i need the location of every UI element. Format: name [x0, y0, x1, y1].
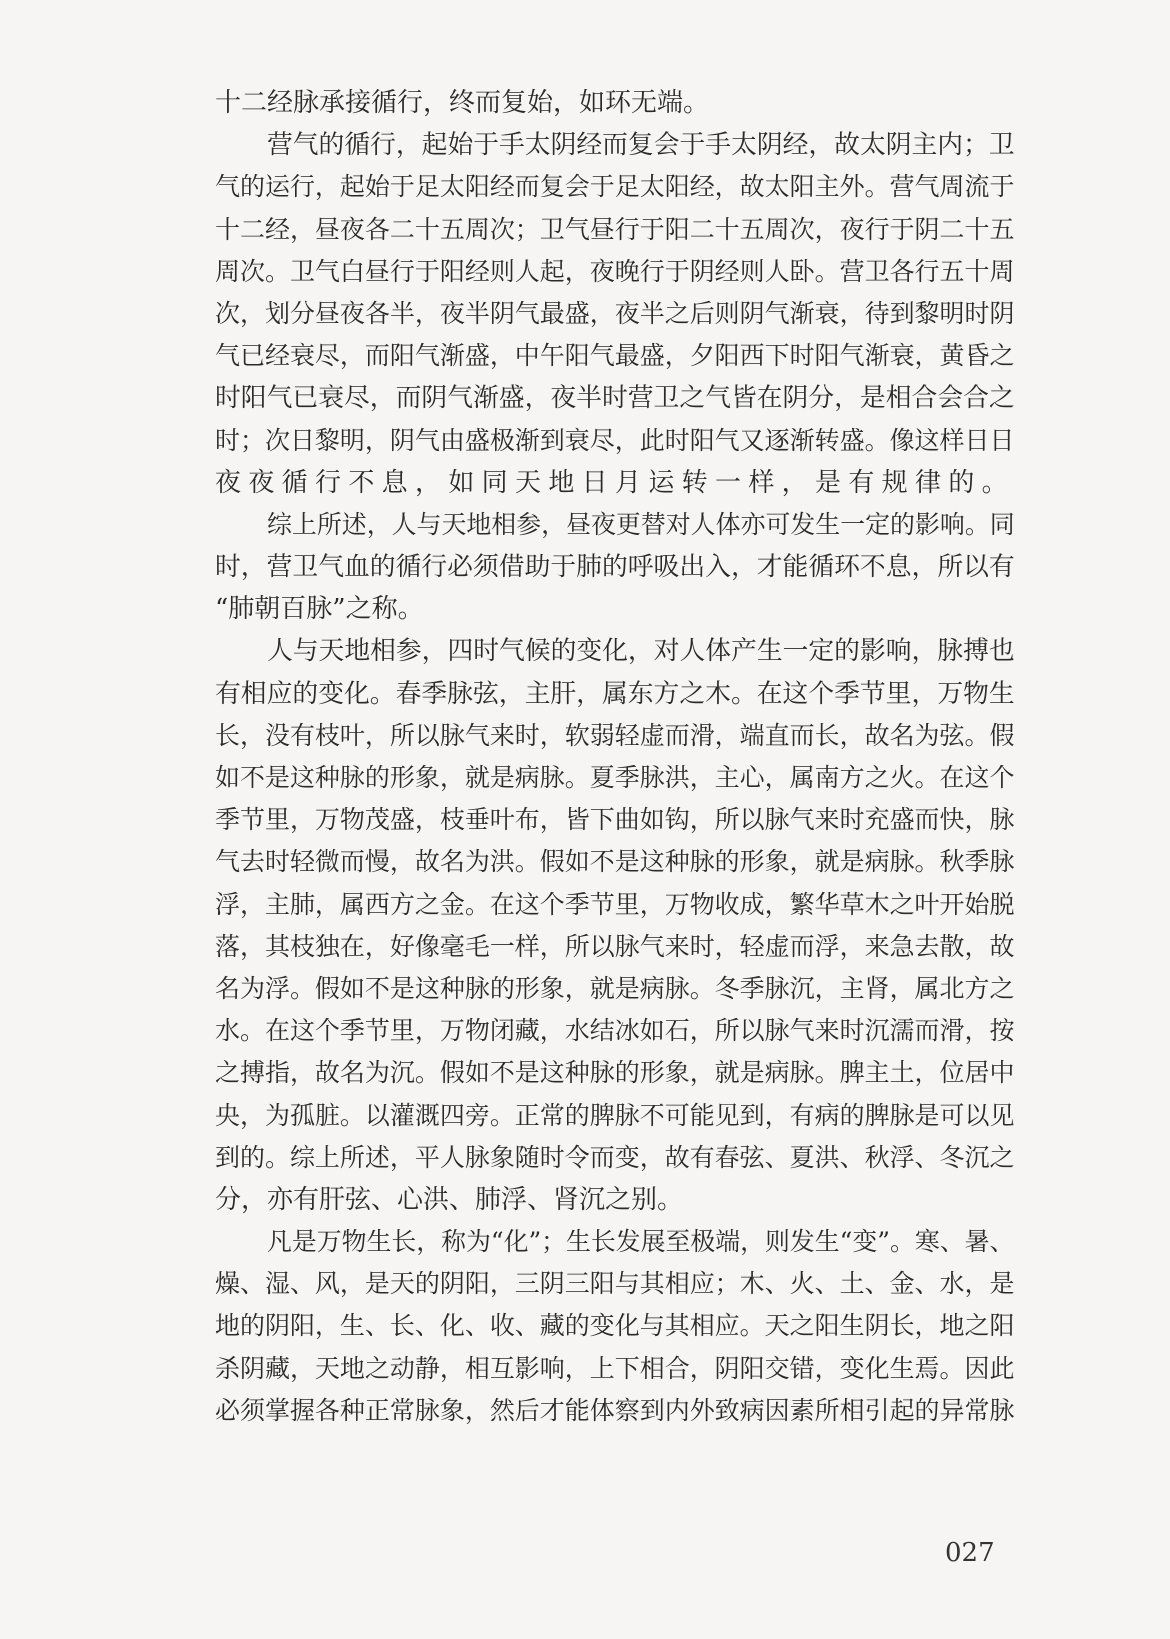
text-line: 地的阴阳，生、长、化、收、藏的变化与其相应。天之阳生阴长，地之阳 — [215, 1311, 1015, 1341]
text-line: 夜夜循行不息，如同天地日月运转一样，是有规律的。 — [215, 467, 1015, 498]
text-line: 水。在这个季节里，万物闭藏，水结冰如石，所以脉气来时沉濡而滑，按 — [215, 1016, 1015, 1046]
text-line: 气已经衰尽，而阳气渐盛，中午阳气最盛，夕阳西下时阳气渐衰，黄昏之 — [215, 341, 1015, 371]
text-line: 十二经脉承接循行，终而复始，如环无端。 — [215, 88, 710, 118]
text-line: 周次。卫气白昼行于阳经则人起，夜晚行于阴经则人卧。营卫各行五十周 — [215, 256, 1015, 286]
text-line: 有相应的变化。春季脉弦，主肝，属东方之木。在这个季节里，万物生 — [215, 678, 1015, 709]
text-line: 时，营卫气血的循行必须借助于肺的呼吸出入，才能循环不息，所以有 — [215, 552, 1015, 583]
text-line: 浮，主肺，属西方之金。在这个季节里，万物收成，繁华草木之叶开始脱 — [215, 889, 1015, 919]
text-line: 综上所述，人与天地相参，昼夜更替对人体亦可发生一定的影响。同 — [267, 509, 1015, 539]
text-line: 如不是这种脉的形象，就是病脉。夏季脉洪，主心，属南方之火。在这个 — [215, 763, 1015, 792]
text-line: 十二经，昼夜各二十五周次；卫气昼行于阳二十五周次，夜行于阴二十五 — [215, 214, 1015, 244]
text-line: 凡是万物生长，称为“化”；生长发展至极端，则发生“变”。寒、暑、 — [267, 1227, 1015, 1257]
text-line: 落，其枝独在，好像毫毛一样，所以脉气来时，轻虚而浮，来急去散，故 — [215, 931, 1015, 961]
page-number: 027 — [945, 1538, 995, 1568]
text-line: 分，亦有肝弦、心洪、肺浮、肾沉之别。 — [215, 1184, 684, 1215]
text-line: 人与天地相参，四时气候的变化，对人体产生一定的影响，脉搏也 — [267, 636, 1015, 667]
text-line: 必须掌握各种正常脉象，然后才能体察到内外致病因素所相引起的异常脉 — [215, 1395, 1015, 1425]
text-line: 营气的循行，起始于手太阴经而复会于手太阴经，故太阴主内；卫 — [267, 130, 1015, 161]
text-line: 之搏指，故名为沉。假如不是这种脉的形象，就是病脉。脾主土，位居中 — [215, 1058, 1015, 1088]
text-line: 季节里，万物茂盛，枝垂叶布，皆下曲如钩，所以脉气来时充盛而快，脉 — [215, 805, 1015, 835]
text-line: 时阳气已衰尽，而阴气渐盛，夜半时营卫之气皆在阴分，是相合会合之 — [215, 383, 1015, 414]
text-line: 央，为孤脏。以灌溉四旁。正常的脾脉不可能见到，有病的脾脉是可以见 — [215, 1100, 1015, 1130]
text-line: 气的运行，起始于足太阳经而复会于足太阳经，故太阳主外。营气周流于 — [215, 172, 1015, 202]
text-line: 气去时轻微而慢，故名为洪。假如不是这种脉的形象，就是病脉。秋季脉 — [215, 847, 1015, 877]
text-line: 时；次日黎明，阴气由盛极渐到衰尽，此时阳气又逐渐转盛。像这样日日 — [215, 425, 1015, 455]
text-line: 名为浮。假如不是这种脉的形象，就是病脉。冬季脉沉，主肾，属北方之 — [215, 973, 1015, 1003]
text-line: 杀阴藏，天地之动静，相互影响，上下相合，阴阳交错，变化生焉。因此 — [215, 1353, 1015, 1383]
text-line: 长，没有枝叶，所以脉气来时，软弱轻虚而滑，端直而长，故名为弦。假 — [215, 720, 1015, 750]
text-line: 到的。综上所述，平人脉象随时令而变，故有春弦、夏洪、秋浮、冬沉之 — [215, 1142, 1015, 1172]
body-text — [215, 82, 1015, 1432]
text-line: “肺朝百脉”之称。 — [215, 594, 424, 625]
text-line: 燥、湿、风，是天的阴阳，三阴三阳与其相应；木、火、土、金、水，是 — [215, 1269, 1015, 1299]
text-line: 次，划分昼夜各半，夜半阴气最盛，夜半之后则阴气渐衰，待到黎明时阴 — [215, 298, 1015, 328]
